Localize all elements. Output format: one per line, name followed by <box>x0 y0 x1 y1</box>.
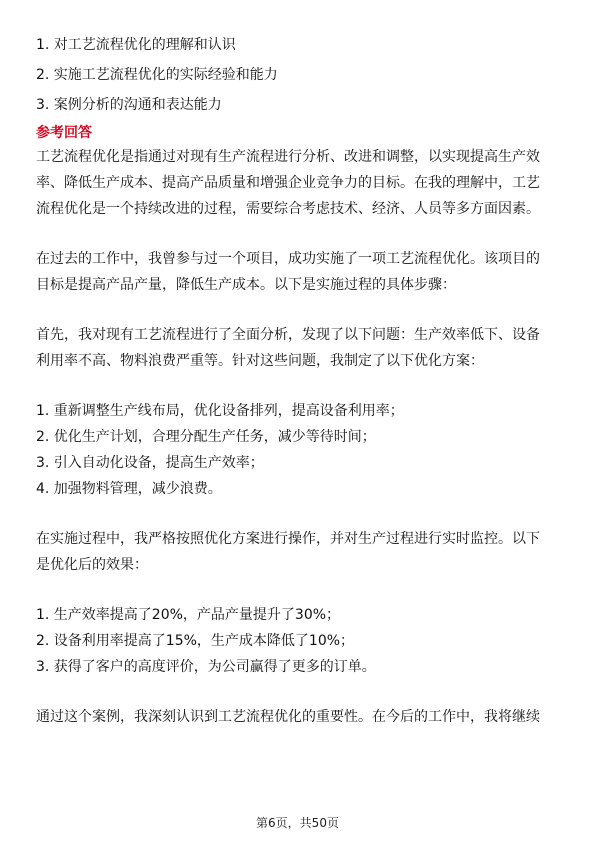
paragraph-gap <box>36 298 561 322</box>
paragraph-line: 在过去的工作中，我曾参与过一个项目，成功实施了一项工艺流程优化。该项目的 <box>36 251 540 267</box>
list-item: 3. 引入自动化设备，提高生产效率； <box>36 455 264 471</box>
list-item: 2. 设备利用率提高了15%，生产成本降低了10%； <box>36 633 355 649</box>
page-content <box>36 30 561 730</box>
list-item: 3. 获得了客户的高度评价，为公司赢得了更多的订单。 <box>36 659 376 675</box>
optimization-plan-list <box>36 398 561 502</box>
results-list <box>36 602 561 680</box>
criteria-item: 2. 实施工艺流程优化的实际经验和能力 <box>36 67 278 83</box>
paragraph-implementation <box>36 526 561 578</box>
paragraph-line: 流程优化是一个持续改进的过程，需要综合考虑技术、经济、人员等多方面因素。 <box>36 201 540 217</box>
paragraph-project <box>36 246 561 298</box>
criteria-item: 1. 对工艺流程优化的理解和认识 <box>36 37 236 53</box>
paragraph-line: 利用率不高、物料浪费严重等。针对这些问题，我制定了以下优化方案： <box>36 353 484 369</box>
list-item: 4. 加强物料管理，减少浪费。 <box>36 481 222 497</box>
paragraph-gap <box>36 222 561 246</box>
paragraph-line: 目标是提高产品产量，降低生产成本。以下是实施过程的具体步骤： <box>36 277 456 293</box>
list-item: 1. 生产效率提高了20%，产品产量提升了30%； <box>36 607 341 623</box>
paragraph-line: 是优化后的效果： <box>36 557 148 573</box>
paragraph-conclusion <box>36 704 561 730</box>
evaluation-criteria-list <box>36 30 561 120</box>
paragraph-line: 首先，我对现有工艺流程进行了全面分析，发现了以下问题：生产效率低下、设备 <box>36 327 540 343</box>
paragraph-gap <box>36 578 561 602</box>
paragraph-line: 率、降低生产成本、提高产品质量和增强企业竞争力的目标。在我的理解中，工艺 <box>36 175 540 191</box>
paragraph-gap <box>36 374 561 398</box>
page-number-footer: 第6页，共50页 <box>256 816 339 830</box>
list-item: 2. 优化生产计划，合理分配生产任务，减少等待时间； <box>36 429 376 445</box>
paragraph-gap <box>36 680 561 704</box>
paragraph-line: 通过这个案例，我深刻认识到工艺流程优化的重要性。在今后的工作中，我将继续 <box>36 709 540 725</box>
paragraph-line: 工艺流程优化是指通过对现有生产流程进行分析、改进和调整，以实现提高生产效 <box>36 149 540 165</box>
answer-heading: 参考回答 <box>36 125 92 141</box>
list-item: 1. 重新调整生产线布局，优化设备排列，提高设备利用率； <box>36 403 404 419</box>
paragraph-gap <box>36 502 561 526</box>
paragraph-definition <box>36 144 561 222</box>
paragraph-line: 在实施过程中，我严格按照优化方案进行操作，并对生产过程进行实时监控。以下 <box>36 531 540 547</box>
criteria-item: 3. 案例分析的沟通和表达能力 <box>36 97 222 113</box>
paragraph-analysis <box>36 322 561 374</box>
